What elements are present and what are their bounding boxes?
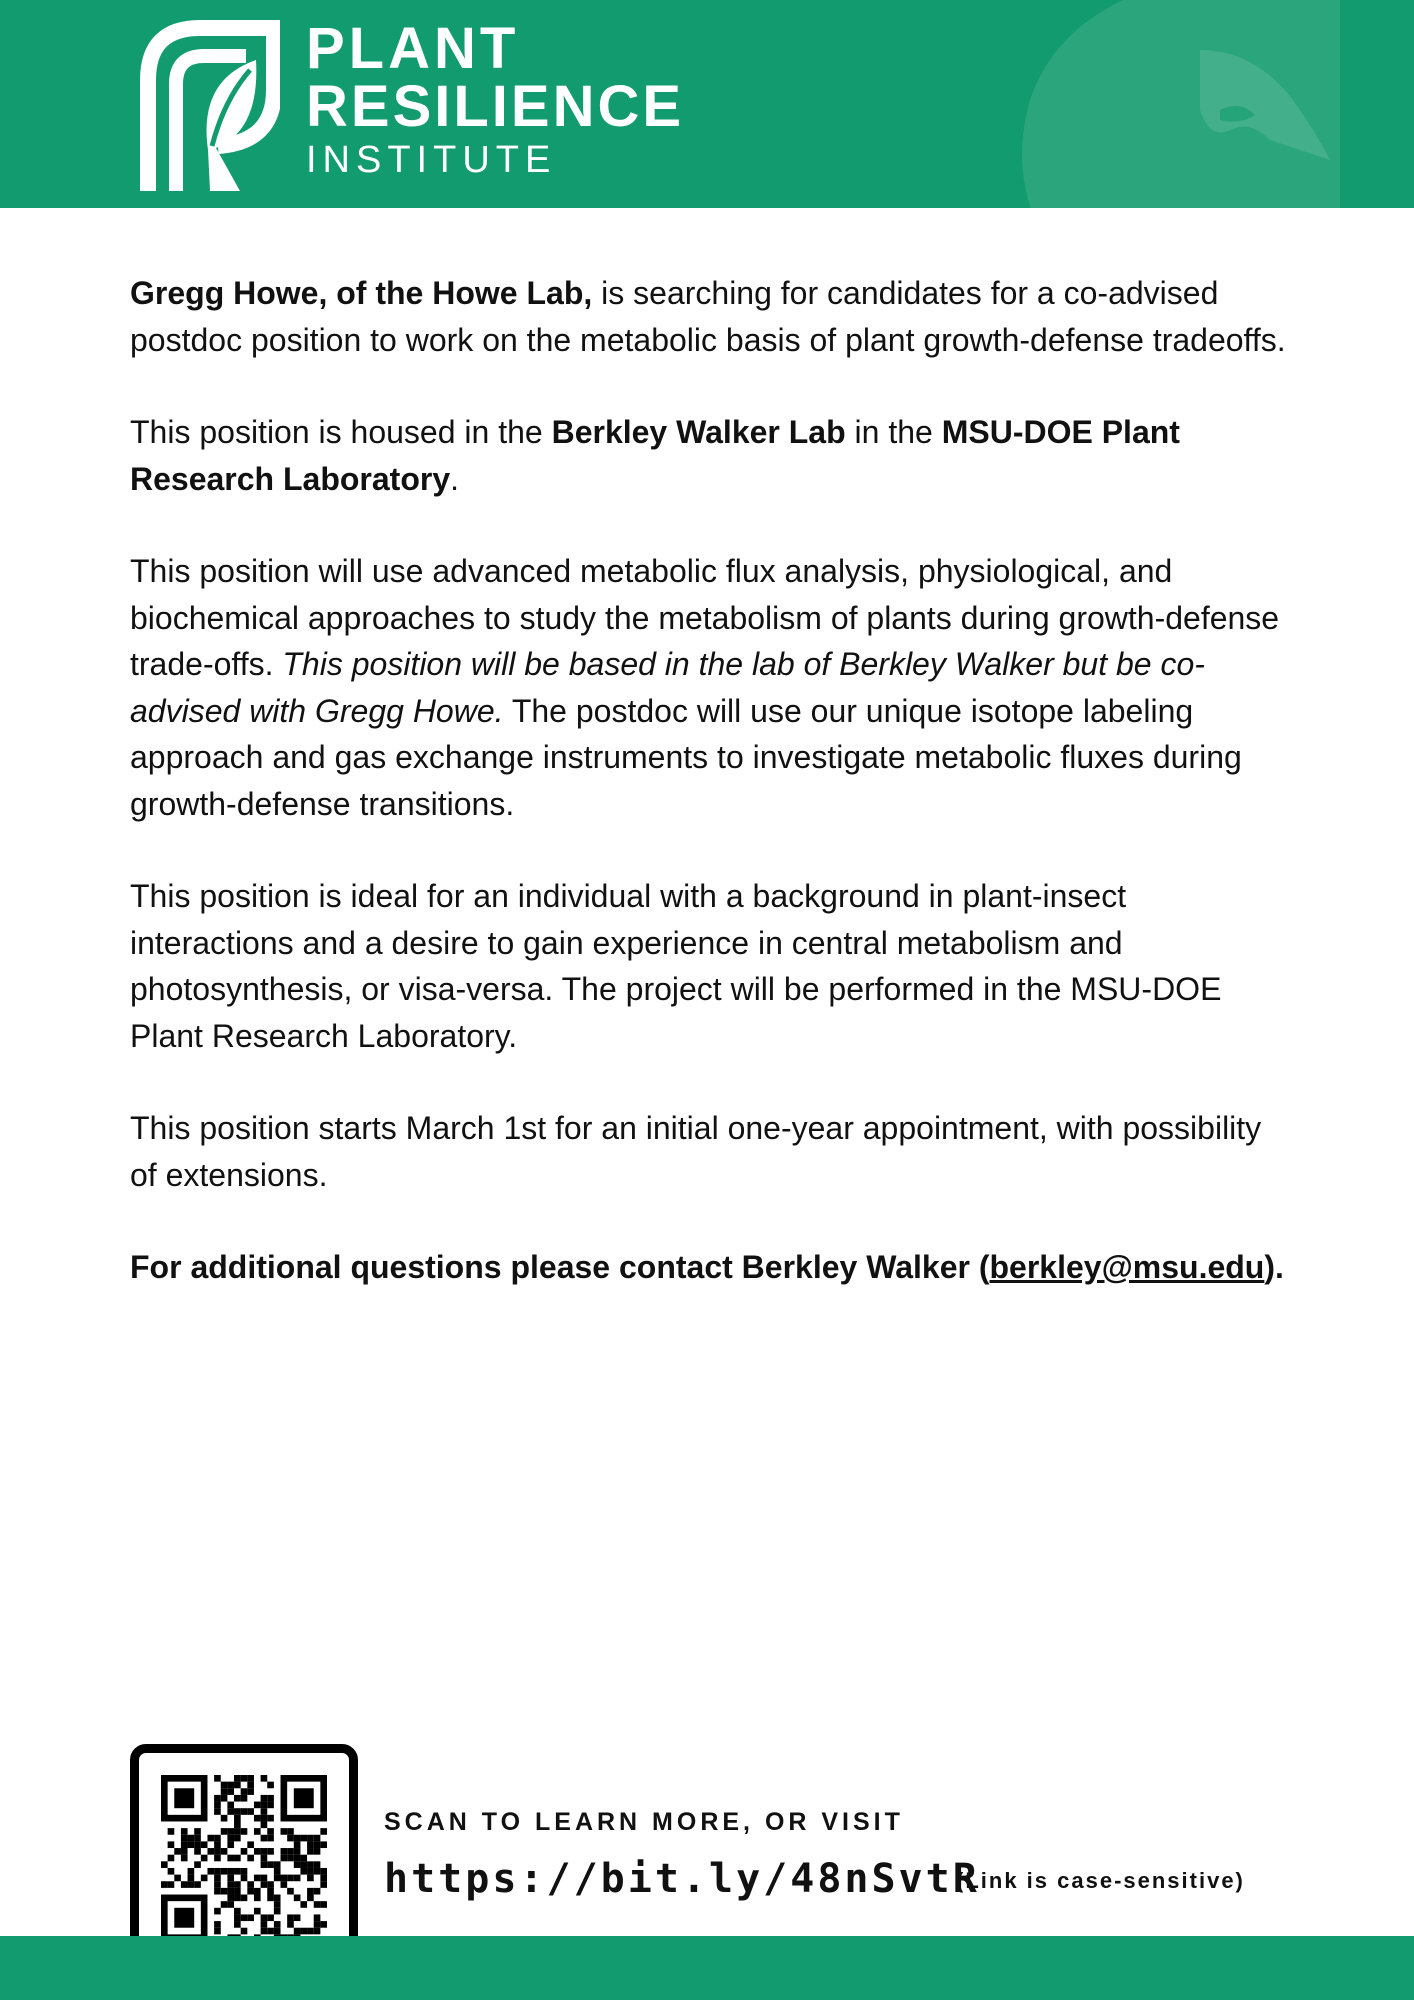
logo-line-plant: PLANT (306, 16, 520, 81)
ideal-candidate-paragraph: This position is ideal for an individual with a background in plant-insect interactions and a desire to gain experience in central metabolism and photosynthesis, or visa-versa. The project will be performed in the MSU-DOE Plant Research Laboratory. (130, 878, 1222, 1054)
leaf-logo-icon (138, 20, 280, 191)
methods-italic: This position will be based in the lab of Berkley Walker but be co-advised with Gregg Howe. (130, 646, 1205, 729)
header-banner (0, 0, 1414, 208)
methods-text-a: This position will use advanced metabolic flux analysis, physiological, and biochemical approaches to study the metabolism of plants during growth-defense trade-offs. (130, 553, 1280, 682)
contact-paragraph (130, 1244, 1290, 1291)
contact-text (130, 1249, 1284, 1285)
footer-bar (0, 1936, 1414, 2000)
contact-text-a: For additional questions please contact Berkley Walker ( (130, 1249, 990, 1285)
start-date-paragraph: This position starts March 1st for an initial one-year appointment, with possibility of extensions. (130, 1110, 1262, 1193)
location-paragraph (130, 409, 1290, 502)
scan-label: SCAN TO LEARN MORE, OR VISIT (384, 1808, 904, 1836)
logo-wordmark (306, 16, 685, 182)
logo-line-resilience: RESILIENCE (306, 74, 685, 139)
institute-name: MSU-DOE Plant Research Laboratory (130, 414, 1180, 497)
spartan-helmet-watermark-icon (1000, 0, 1340, 208)
location-text-c: in the (845, 414, 942, 450)
location-text-a: This position is housed in the (130, 414, 552, 450)
lab-name: Berkley Walker Lab (551, 414, 846, 450)
short-url-link[interactable]: https://bit.ly/48nSvtR (384, 1856, 980, 1902)
contact-text-b: ). (1264, 1249, 1284, 1285)
qr-code-icon (161, 1775, 327, 1941)
case-sensitive-note: (Link is case-sensitive) (956, 1868, 1245, 1893)
methods-text-b: The postdoc will use our unique isotope labeling approach and gas exchange instruments to investigate metabolic fluxes during growth-defense transitions. (130, 692, 1242, 822)
logo-line-institute: INSTITUTE (306, 139, 557, 181)
intro-text: is searching for candidates for a co-advised postdoc position to work on the metabolic basis of plant growth-defense tradeoffs. (130, 275, 1286, 358)
intro-bold: Gregg Howe, of the Howe Lab, (130, 275, 593, 311)
job-description (130, 270, 1290, 1337)
intro-paragraph (130, 270, 1290, 363)
email-link[interactable]: berkley@msu.edu (989, 1249, 1265, 1285)
location-text-e: . (450, 460, 460, 497)
methods-paragraph (130, 548, 1290, 827)
